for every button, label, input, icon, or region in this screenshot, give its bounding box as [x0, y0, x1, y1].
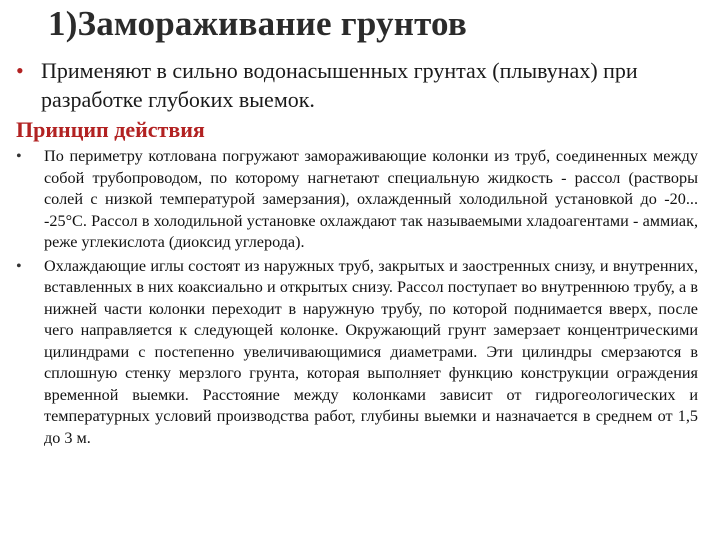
list-item	[16, 146, 698, 254]
slide-title: 1)Замораживание грунтов	[48, 4, 467, 43]
list-item-text: Охлаждающие иглы состоят из наружных труб, закрытых и заостренных снизу, и внутренних, вставленных в них коаксиально и открытых снизу. Рассол поступает во внутреннюю трубу, а в нижней части колонки переходит в наружную трубу, по которой поднимается вверх, после чего направляется к следующей колонке. Окружающий грунт замерзает концентрическими цилиндрами с постепенно увеличивающимися диаметрами. Эти цилиндры смерзаются в сплошную стенку мерзлого грунта, которая выполняет функцию конструкции ограждения временной выемки. Расстояние между колонками зависит от гидрогеологических и температурных условий производства работ, глубины выемки и назначается в среднем от 1,5 до 3 м.	[44, 256, 698, 447]
principle-list	[16, 146, 698, 451]
bullet-marker: •	[16, 58, 24, 83]
list-item	[16, 256, 698, 450]
intro-bullet-item	[16, 56, 710, 114]
principle-heading: Принцип действия	[16, 117, 205, 142]
intro-text: Применяют в сильно водонасышенных грунтах (плывунах) при разработке глубоких выемок.	[41, 58, 638, 112]
list-item-text: По периметру котлована погружают замораживающие колонки из труб, соединенных между собой трубопроводом, по которому нагнетают специальную жидкость - рассол (растворы солей с низкой температурой замерзания), охлажденный холодильной установкой до -20... -25°С. Рассол в холодильной установке охлаждают так называемыми хладоагентами - аммиак, реже углекислота (диоксид углерода).	[44, 147, 698, 251]
bullet-marker: •	[16, 147, 22, 165]
bullet-marker: •	[16, 256, 22, 275]
